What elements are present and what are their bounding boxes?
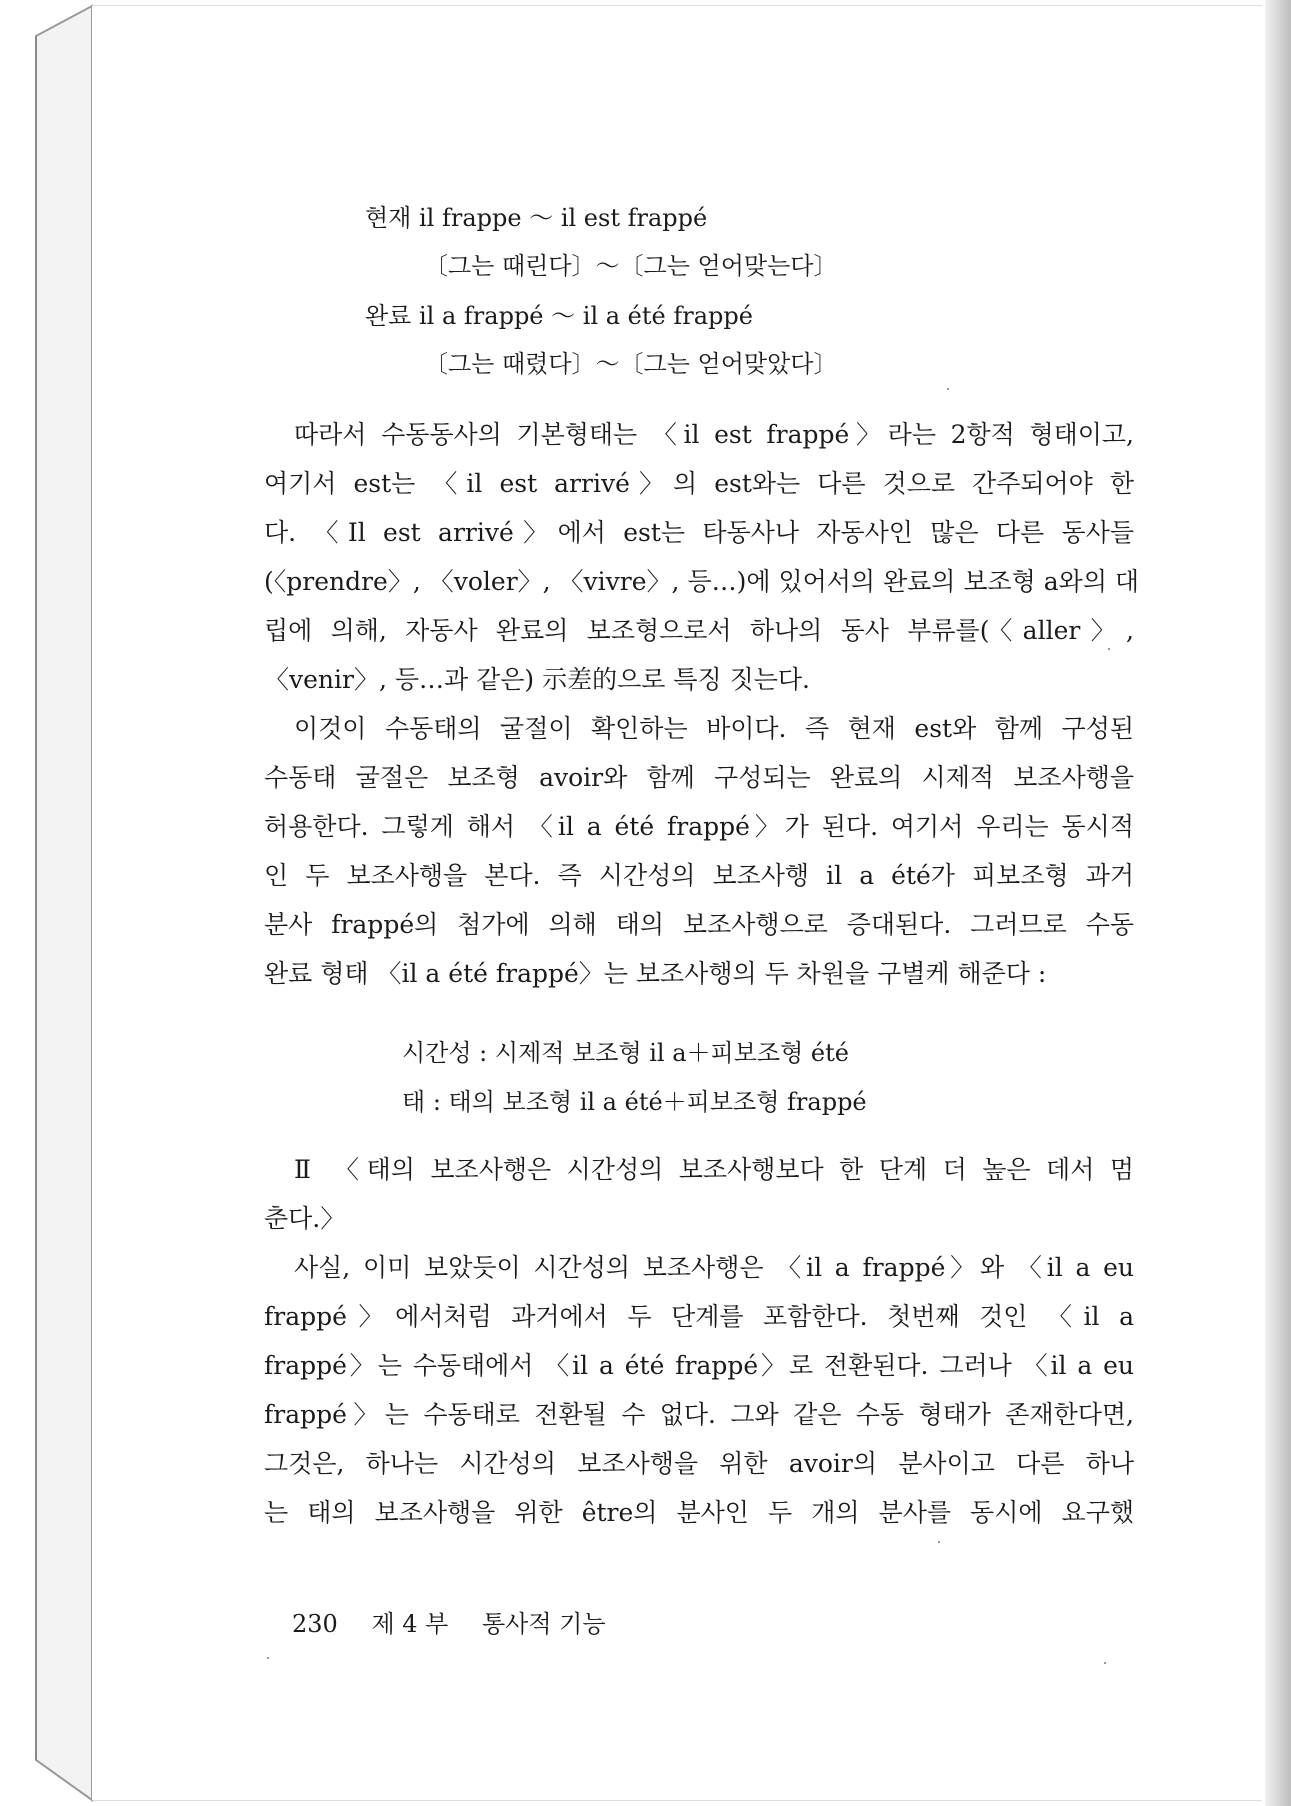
example-present: 현재 il frappe ～ il est frappé bbox=[365, 204, 708, 232]
paragraph-4-line: frappé〉에서처럼 과거에서 두 단계를 포함한다. 첫번째 것인 〈il a bbox=[264, 1302, 1134, 1331]
paragraph-1-line: 여기서 est는 〈il est arrivé〉의 est와는 다른 것으로 간주되어야 한 bbox=[264, 469, 1134, 498]
paragraph-4-line: frappé〉는 수동태에서 〈il a été frappé〉로 전환된다. 그러나 〈il a eu bbox=[264, 1351, 1134, 1380]
paragraph-2 bbox=[264, 704, 1134, 998]
paragraph-4-line: 사실, 이미 보았듯이 시간성의 보조사행은 〈il a frappé〉와 〈il a eu bbox=[294, 1253, 1134, 1282]
paragraph-1-line: 다. 〈Il est arrivé〉에서 est는 타동사나 자동사인 많은 다른 동사들 bbox=[264, 518, 1134, 547]
paragraph-2-line: 이것이 수동태의 굴절이 확인하는 바이다. 즉 현재 est와 함께 구성된 bbox=[294, 714, 1134, 743]
page-footer bbox=[292, 1604, 632, 1639]
page-number: 230 bbox=[292, 1610, 338, 1638]
paragraph-2-line: 완료 형태 〈il a été frappé〉는 보조사행의 두 차원을 구별케 해준다 : bbox=[264, 959, 1047, 988]
paragraph-4 bbox=[264, 1243, 1134, 1537]
example-voice: 태 : 태의 보조형 il a été＋피보조형 frappé bbox=[402, 1088, 867, 1116]
paragraph-2-line: 수동태 굴절은 보조형 avoir와 함께 구성되는 완료의 시제적 보조사행을 bbox=[264, 763, 1134, 792]
paragraph-2-line: 분사 frappé의 첨가에 의해 태의 보조사행으로 증대된다. 그러므로 수동 bbox=[264, 910, 1134, 939]
page-right-shadow bbox=[1265, 0, 1291, 1806]
paragraph-4-line: frappé〉는 수동태로 전환될 수 없다. 그와 같은 수동 형태가 존재한다면, bbox=[264, 1400, 1134, 1429]
scan-speck bbox=[1104, 1662, 1106, 1664]
paragraph-2-line: 인 두 보조사행을 본다. 즉 시간성의 보조사행 il a été가 피보조형 과거 bbox=[264, 861, 1134, 890]
paragraph-1-line: (〈prendre〉, 〈voler〉, 〈vivre〉, 등…)에 있어서의 완료의 보조형 a와의 대 bbox=[264, 567, 1140, 596]
paragraph-1-line: 〈venir〉, 등…과 같은) 示差的으로 특징 짓는다. bbox=[264, 665, 810, 694]
scan-speck bbox=[267, 1657, 269, 1659]
section-ii-heading bbox=[264, 1145, 1134, 1243]
paragraph-1 bbox=[264, 410, 1140, 704]
scan-speck bbox=[947, 388, 949, 390]
example-temporality: 시간성 : 시제적 보조형 il a＋피보조형 été bbox=[402, 1039, 849, 1067]
chapter-title: 통사적 기능 bbox=[482, 1610, 606, 1638]
part-label: 제 4 부 bbox=[371, 1610, 449, 1638]
example-perfect-gloss: 〔그는 때렸다〕～〔그는 얻어맞았다〕 bbox=[424, 350, 838, 378]
paragraph-1-line: 립에 의해, 자동사 완료의 보조형으로서 하나의 동사 부류를(〈aller〉, bbox=[264, 616, 1134, 645]
scan-speck bbox=[1108, 648, 1110, 650]
paragraph-4-line: 그것은, 하나는 시간성의 보조사행을 위한 avoir의 분사이고 다른 하나 bbox=[264, 1449, 1134, 1478]
section-ii-line: 춘다.〉 bbox=[264, 1204, 346, 1233]
example-perfect: 완료 il a frappé ～ il a été frappé bbox=[365, 302, 753, 330]
section-ii-line: Ⅱ 〈태의 보조사행은 시간성의 보조사행보다 한 단계 더 높은 데서 멈 bbox=[294, 1155, 1134, 1184]
paragraph-2-line: 허용한다. 그렇게 해서 〈il a été frappé〉가 된다. 여기서 우리는 동시적 bbox=[264, 812, 1134, 841]
paragraph-1-line: 따라서 수동동사의 기본형태는 〈il est frappé〉라는 2항적 형태이고, bbox=[294, 420, 1134, 449]
example-present-gloss: 〔그는 때린다〕～〔그는 얻어맞는다〕 bbox=[424, 252, 838, 280]
scan-speck bbox=[938, 1541, 940, 1543]
paragraph-4-line: 는 태의 보조사행을 위한 être의 분사인 두 개의 분사를 동시에 요구했 bbox=[264, 1498, 1134, 1527]
